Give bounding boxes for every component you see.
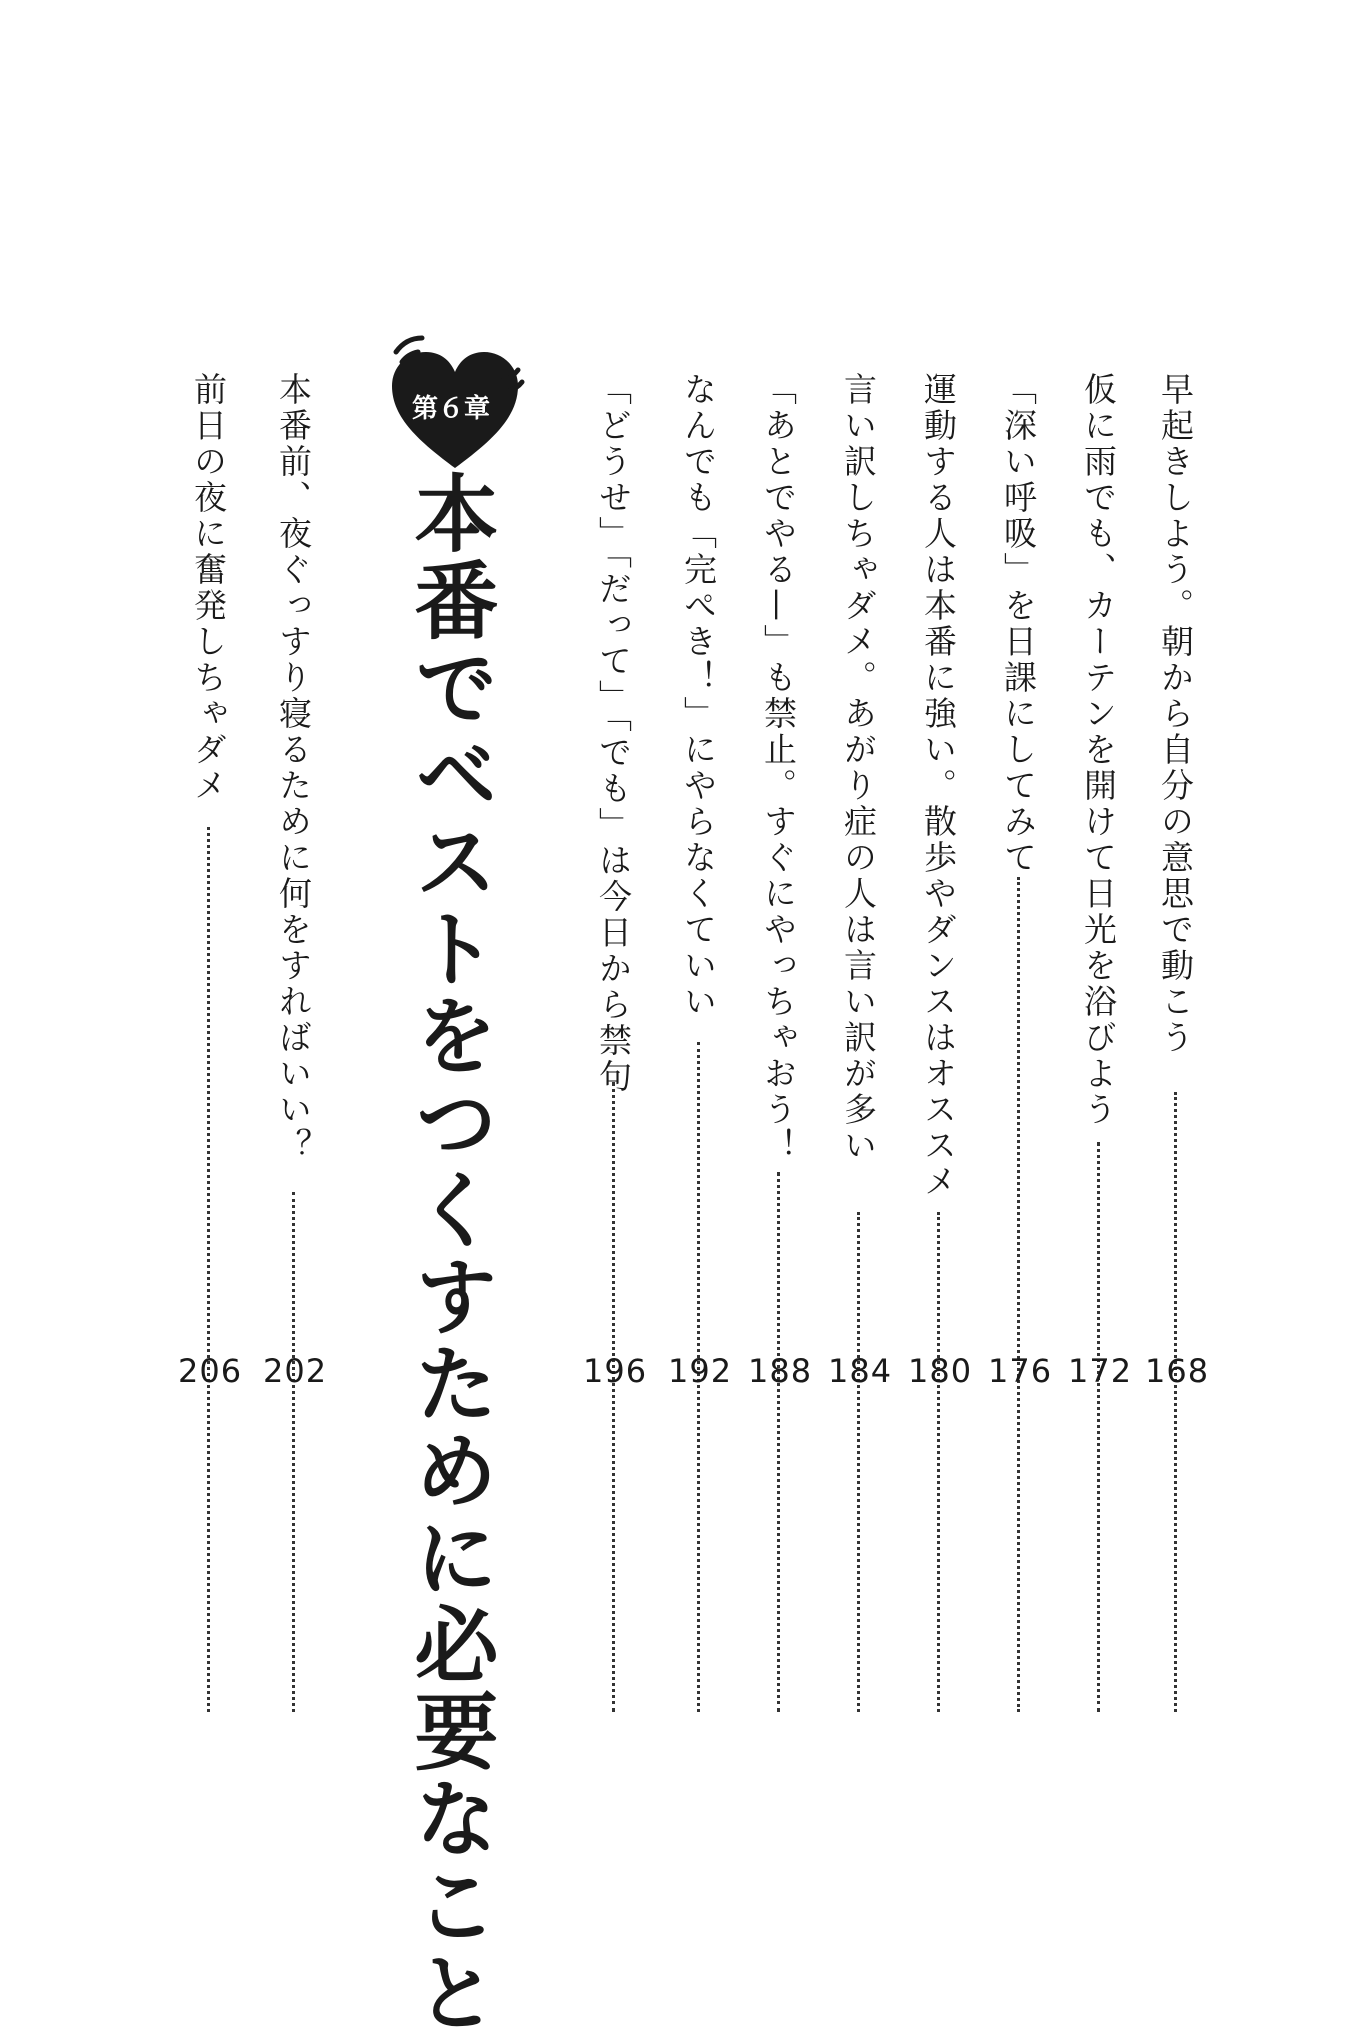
dot-leader	[612, 1082, 615, 1712]
dot-leader	[1017, 877, 1020, 1712]
toc-entry[interactable]	[1068, 372, 1133, 1752]
toc-page-number[interactable]: 172	[1068, 1352, 1133, 1390]
toc-entry[interactable]	[748, 372, 813, 1752]
toc-page-number[interactable]: 168	[1145, 1352, 1210, 1390]
toc-page-number[interactable]: 176	[988, 1352, 1053, 1390]
toc-page-number[interactable]: 202	[263, 1352, 328, 1390]
toc-entry-title: 本番前、夜ぐっすり寝るために何をすればいい？	[274, 372, 313, 1164]
toc-page-number[interactable]: 180	[908, 1352, 973, 1390]
toc-entry-title: 前日の夜に奮発しちゃダメ	[189, 372, 228, 804]
toc-entry-title: 言い訳しちゃダメ。あがり症の人は言い訳が多い	[839, 372, 878, 1164]
toc-page-number[interactable]: 192	[668, 1352, 733, 1390]
toc-page-number[interactable]: 188	[748, 1352, 813, 1390]
toc-entry[interactable]	[828, 372, 893, 1752]
toc-entry-title: 仮に雨でも、カーテンを開けて日光を浴びよう	[1079, 372, 1118, 1128]
toc-entry[interactable]	[583, 372, 648, 1752]
dot-leader	[937, 1212, 940, 1712]
dot-leader	[777, 1172, 780, 1712]
toc-entry[interactable]	[988, 372, 1053, 1752]
toc-page-number[interactable]: 206	[178, 1352, 243, 1390]
toc-entry[interactable]	[668, 372, 733, 1752]
chapter-heading	[380, 330, 520, 2036]
dot-leader	[207, 827, 210, 1712]
toc-entry-title: 「あとでやる—」も禁止。すぐにやっちゃおう！	[759, 372, 798, 1164]
toc-entry[interactable]	[1145, 372, 1210, 1752]
toc-entry[interactable]	[178, 372, 243, 1752]
dot-leader	[1097, 1142, 1100, 1712]
dot-leader	[1174, 1092, 1177, 1712]
toc-entry-title: 「どうせ」「だって」「でも」は今日から禁句	[594, 372, 633, 1095]
toc-page-number[interactable]: 184	[828, 1352, 893, 1390]
toc-entry-title: 早起きしよう。朝から自分の意思で動こう	[1156, 372, 1195, 1056]
toc-entry-title: 「深い呼吸」を日課にしてみて	[999, 372, 1038, 876]
chapter-title[interactable]: 本番でベストをつくすために必要なこと	[401, 470, 499, 2036]
toc-page-number[interactable]: 196	[583, 1352, 648, 1390]
dot-leader	[857, 1212, 860, 1712]
toc-entry[interactable]	[908, 372, 973, 1752]
toc-entry[interactable]	[263, 372, 328, 1752]
toc-entry-title: なんでも「完ぺき！」にやらなくていい	[679, 372, 718, 1020]
dot-leader	[292, 1192, 295, 1712]
toc-entry-title: 運動する人は本番に強い。散歩やダンスはオススメ	[919, 372, 958, 1200]
chapter-number: 第６章	[411, 394, 490, 424]
